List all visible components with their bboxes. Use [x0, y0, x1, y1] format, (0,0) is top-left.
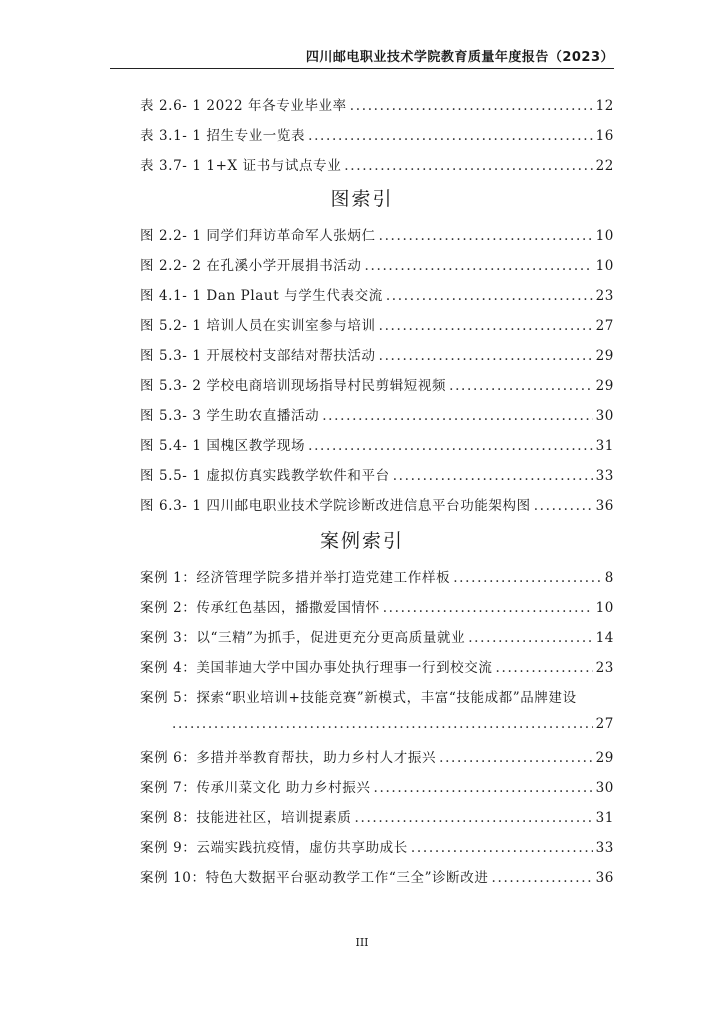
toc-entry-label: 案例 6：多措并举教育帮扶，助力乡村人才振兴: [140, 750, 437, 766]
leader-dots: [350, 98, 593, 114]
toc-entry-label: 图 4.1- 1 Dan Plaut 与学生代表交流: [140, 288, 383, 304]
toc-entry-page: 8: [604, 570, 614, 586]
toc-entry-page: 31: [595, 438, 614, 454]
toc-entry-figure-10[interactable]: [140, 494, 614, 516]
leader-dots: [439, 750, 593, 766]
toc-entry-page: 27: [595, 716, 614, 732]
toc-entry-page: 12: [595, 98, 614, 114]
toc-entry-case-3[interactable]: [140, 626, 614, 648]
toc-entry-figure-3[interactable]: [140, 284, 614, 306]
toc-entry-page: 33: [595, 840, 614, 856]
toc-entry-label: 案例 5：探索“职业培训+技能竞赛”新模式，丰富“技能成都”品牌建设: [140, 690, 577, 706]
toc-entry-label: 案例 7：传承川菜文化 助力乡村振兴: [140, 780, 371, 796]
toc-entry-page: 33: [595, 468, 614, 484]
toc-entry-figure-8[interactable]: [140, 434, 614, 456]
leader-dots: [453, 570, 602, 586]
toc-entry-label: 图 5.5- 1 虚拟仿真实践教学软件和平台: [140, 468, 390, 484]
toc-entry-table-1[interactable]: [140, 94, 614, 116]
toc-entry-label: 案例 8：技能进社区，培训提素质: [140, 810, 352, 826]
leader-dots: [411, 840, 593, 856]
leader-dots: [354, 810, 592, 826]
toc-entry-figure-5[interactable]: [140, 344, 614, 366]
leader-dots: [322, 408, 592, 424]
leader-dots: [172, 716, 593, 732]
toc-entry-label: 图 2.2- 2 在孔溪小学开展捐书活动: [140, 258, 362, 274]
toc-entry-table-2[interactable]: [140, 124, 614, 146]
toc-entry-label: 图 2.2- 1 同学们拜访革命军人张炳仁: [140, 228, 376, 244]
leader-dots: [534, 498, 593, 514]
toc-entry-page: 36: [595, 870, 614, 886]
toc-entry-figure-4[interactable]: [140, 314, 614, 336]
toc-entry-label: 图 5.3- 2 学校电商培训现场指导村民剪辑短视频: [140, 378, 447, 394]
leader-dots: [379, 318, 593, 334]
toc-entry-label: 案例 2：传承红色基因，播撒爱国情怀: [140, 600, 380, 616]
header-title: 四川邮电职业技术学院教育质量年度报告（2023）: [305, 50, 614, 65]
toc-entry-case-2[interactable]: [140, 596, 614, 618]
toc-entry-case-6[interactable]: [140, 746, 614, 768]
toc-entry-page: 10: [595, 600, 614, 616]
toc-entry-page: 14: [595, 630, 614, 646]
toc-entry-label: 图 5.3- 1 开展校村支部结对帮扶活动: [140, 348, 376, 364]
toc-entry-case-5-line-1[interactable]: [140, 686, 614, 708]
toc-entry-case-5-line-2[interactable]: [172, 716, 614, 738]
toc-entry-label: 表 2.6- 1 2022 年各专业毕业率: [140, 98, 347, 114]
toc-entry-case-10[interactable]: [140, 866, 614, 888]
toc-entry-page: 27: [595, 318, 614, 334]
leader-dots: [386, 288, 593, 304]
leader-dots: [383, 600, 593, 616]
toc-entry-page: 23: [595, 660, 614, 676]
toc-entry-case-4[interactable]: [140, 656, 614, 678]
toc-entry-table-3[interactable]: [140, 154, 614, 176]
toc-entry-page: 30: [595, 780, 614, 796]
toc-entry-page: 36: [595, 498, 614, 514]
toc-entry-page: 29: [595, 348, 614, 364]
toc-entry-label: 案例 1：经济管理学院多措并举打造党建工作样板: [140, 570, 451, 586]
toc-entry-case-8[interactable]: [140, 806, 614, 828]
toc-entry-label: 表 3.1- 1 招生专业一览表: [140, 128, 306, 144]
toc-entry-page: 30: [595, 408, 614, 424]
leader-dots: [495, 660, 592, 676]
leader-dots: [449, 378, 593, 394]
toc-entry-page: 29: [595, 750, 614, 766]
toc-entry-page: 16: [595, 128, 614, 144]
toc-entry-label: 图 5.3- 3 学生助农直播活动: [140, 408, 320, 424]
toc-entry-label: 表 3.7- 1 1+X 证书与试点专业: [140, 158, 342, 174]
toc-entry-case-1[interactable]: [140, 566, 614, 588]
leader-dots: [393, 468, 593, 484]
toc-entry-label: 案例 4：美国菲迪大学中国办事处执行理事一行到校交流: [140, 660, 493, 676]
leader-dots: [468, 630, 592, 646]
leader-dots: [308, 438, 593, 454]
case-index-title: 案例索引: [319, 530, 404, 552]
leader-dots: [344, 158, 592, 174]
toc-entry-label: 案例 10：特色大数据平台驱动教学工作“三全”诊断改进: [140, 870, 489, 886]
figure-index-title: 图索引: [330, 188, 394, 210]
leader-dots: [365, 258, 593, 274]
toc-entry-label: 图 6.3- 1 四川邮电职业技术学院诊断改进信息平台功能架构图: [140, 498, 531, 514]
toc-entry-figure-2[interactable]: [140, 254, 614, 276]
page-header: [110, 40, 614, 69]
toc-entry-label: 图 5.2- 1 培训人员在实训室参与培训: [140, 318, 376, 334]
toc-entry-case-7[interactable]: [140, 776, 614, 798]
toc-entry-page: 23: [595, 288, 614, 304]
toc-entry-page: 10: [595, 228, 614, 244]
toc-entry-label: 图 5.4- 1 国槐区教学现场: [140, 438, 306, 454]
page-number: III: [355, 936, 369, 949]
toc-entry-page: 29: [595, 378, 614, 394]
leader-dots: [379, 228, 593, 244]
toc-entry-figure-6[interactable]: [140, 374, 614, 396]
toc-entry-label: 案例 3：以“三精”为抓手，促进更充分更高质量就业: [140, 630, 466, 646]
toc-entry-case-9[interactable]: [140, 836, 614, 858]
leader-dots: [491, 870, 592, 886]
toc-entry-figure-9[interactable]: [140, 464, 614, 486]
leader-dots: [379, 348, 593, 364]
leader-dots: [308, 128, 593, 144]
toc-entry-page: 22: [595, 158, 614, 174]
toc-entry-figure-7[interactable]: [140, 404, 614, 426]
leader-dots: [373, 780, 592, 796]
toc-entry-page: 10: [595, 258, 614, 274]
toc-entry-label: 案例 9：云端实践抗疫情，虚仿共享助成长: [140, 840, 408, 856]
toc-entry-figure-1[interactable]: [140, 224, 614, 246]
toc-entry-page: 31: [595, 810, 614, 826]
